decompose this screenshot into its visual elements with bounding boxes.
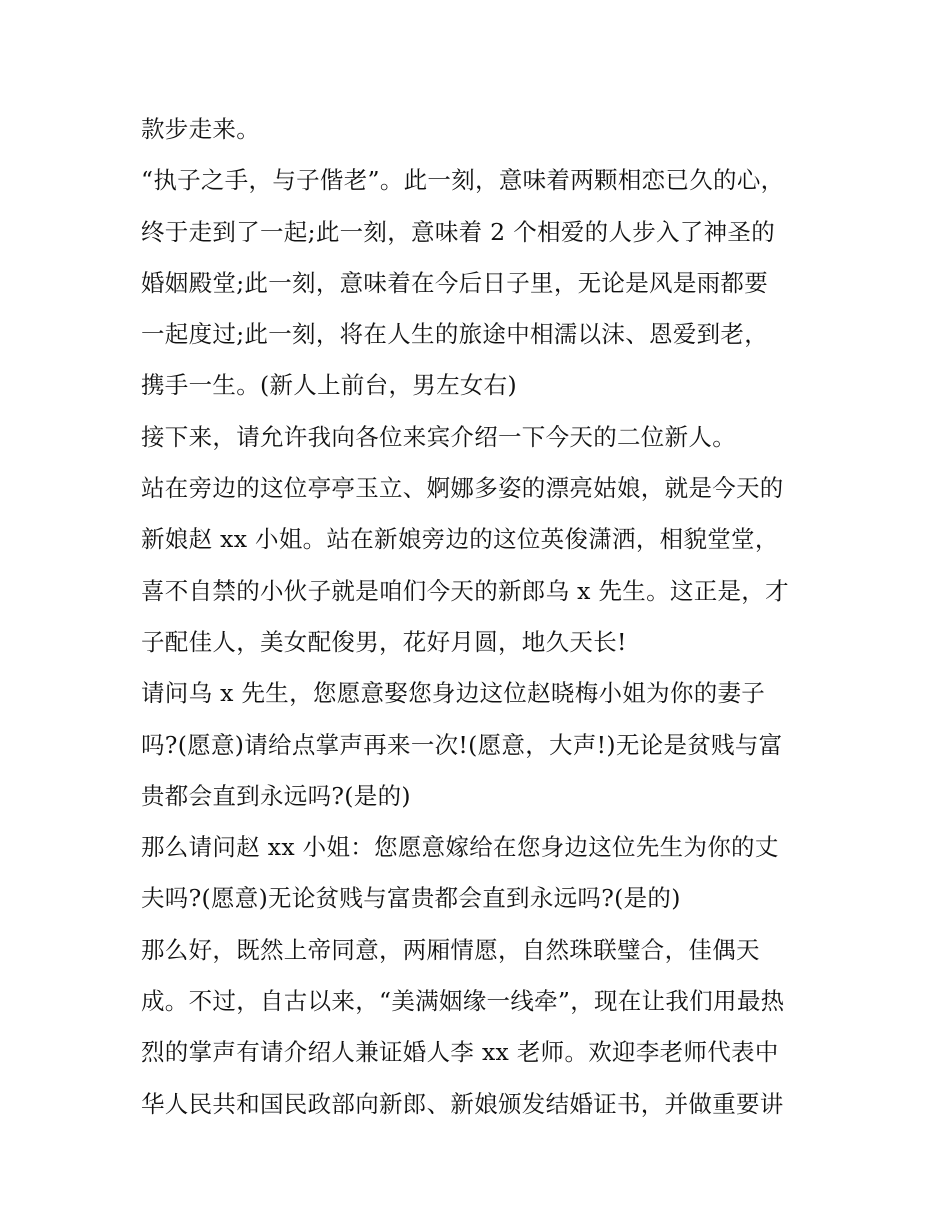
text-line: 喜不自禁的小伙子就是咱们今天的新郎乌 x 先生。这正是，才: [141, 576, 789, 605]
text-line: 子配佳人，美女配俊男，花好月圆，地久天长!: [141, 627, 627, 656]
text-line: 接下来，请允许我向各位来宾介绍一下今天的二位新人。: [141, 422, 736, 451]
text-line: 夫吗?(愿意)无论贫贱与富贵都会直到永远吗?(是的): [141, 884, 681, 913]
text-line: 一起度过;此一刻，将在人生的旅途中相濡以沫、恩爱到老，: [141, 320, 769, 349]
text-line: 携手一生。(新人上前台，男左女右): [141, 371, 517, 400]
text-line: 站在旁边的这位亭亭玉立、婀娜多姿的漂亮姑娘，就是今天的: [141, 474, 784, 503]
text-line: 婚姻殿堂;此一刻，意味着在今后日子里，无论是风是雨都要: [141, 268, 769, 297]
text-line: 款步走来。: [141, 115, 260, 143]
text-line: “执子之手，与子偕老”。此一刻，意味着两颗相恋已久的心，: [141, 166, 785, 195]
text-line: 贵都会直到永远吗?(是的): [141, 781, 411, 810]
text-line: 请问乌 x 先生，您愿意娶您身边这位赵晓梅小姐为你的妻子: [141, 679, 766, 708]
text-line: 那么请问赵 xx 小姐：您愿意嫁给在您身边这位先生为你的丈: [141, 833, 779, 862]
text-line: 新娘赵 xx 小姐。站在新娘旁边的这位英俊潇洒，相貌堂堂，: [141, 525, 779, 554]
text-line: 吗?(愿意)请给点掌声再来一次!(愿意，大声!)无论是贫贱与富: [141, 730, 783, 759]
document-page: [141, 104, 821, 1130]
text-line: 成。不过，自古以来，“美满姻缘一线牵”，现在让我们用最热: [141, 987, 785, 1016]
text-line: 终于走到了一起;此一刻，意味着 2 个相爱的人步入了神圣的: [141, 217, 776, 246]
text-line: 华人民共和国民政部向新郎、新娘颁发结婚证书，并做重要讲: [141, 1089, 784, 1118]
text-line: 烈的掌声有请介绍人兼证婚人李 xx 老师。欢迎李老师代表中: [141, 1038, 779, 1067]
text-line: 那么好，既然上帝同意，两厢情愿，自然珠联璧合，佳偶天: [141, 935, 760, 964]
